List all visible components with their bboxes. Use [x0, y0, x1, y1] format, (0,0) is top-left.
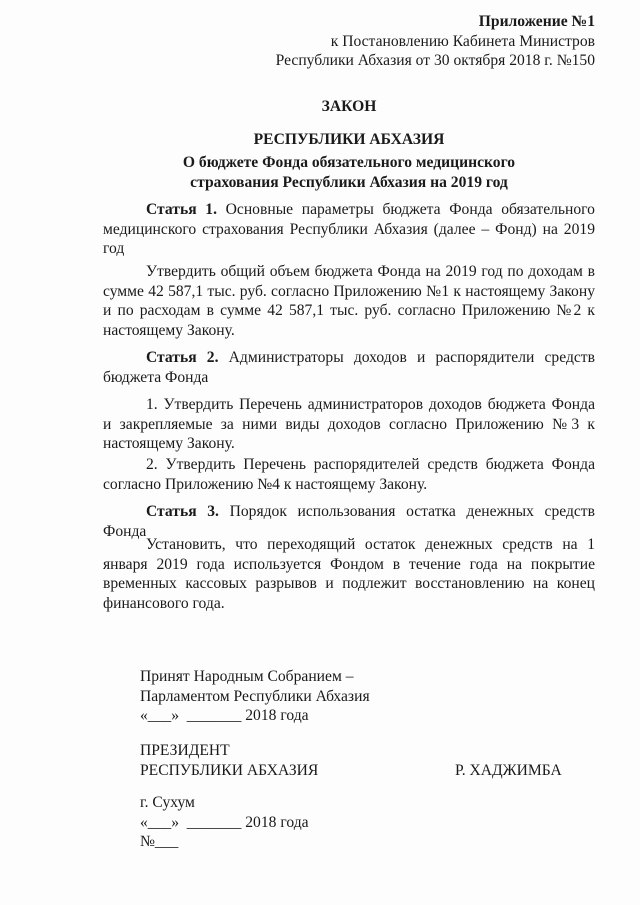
article-1-heading: [103, 200, 595, 259]
appendix-number: Приложение №1: [478, 13, 595, 30]
adoption-date: «___» _______ 2018 года: [140, 707, 309, 725]
signing-date: «___» _______ 2018 года: [140, 813, 309, 831]
doc-title: [103, 153, 595, 192]
article-1-paragraph: Утвердить общий объем бюджета Фонда на 2019 год по доходам в сумме 42 587,1 тыс. руб. согласно Приложению №1 к настоящему Закону и по расходам в сумме 42 587,1 тыс. руб. согласно Приложению №2 к настоящему Закону.: [103, 263, 595, 339]
doc-issuer: РЕСПУБЛИКИ АБХАЗИЯ: [253, 131, 445, 148]
city: г. Сухум: [140, 794, 195, 811]
adoption-line: Парламентом Республики Абхазия: [140, 687, 370, 705]
doc-title-line: О бюджете Фонда обязательного медицинского: [182, 154, 516, 171]
adoption-line: Принят Народным Собранием –: [140, 668, 354, 685]
appendix-line: Республики Абхазия от 30 октября 2018 г. №150: [275, 52, 595, 70]
article-2-heading: [103, 348, 595, 387]
doc-type: ЗАКОН: [321, 98, 377, 115]
article-heading-text: Администраторы доходов и распорядители средств бюджета Фонда: [103, 349, 595, 386]
appendix-line: к Постановлению Кабинета Министров: [330, 32, 595, 50]
president-title: РЕСПУБЛИКИ АБХАЗИЯ: [140, 761, 319, 779]
president-title: ПРЕЗИДЕНТ: [140, 742, 230, 759]
appendix-header: [103, 12, 595, 71]
article-2-paragraph: 1. Утвердить Перечень администраторов доходов бюджета Фонда и закрепляемые за ними виды доходов согласно Приложению №3 к настоящему Закону.: [103, 396, 595, 453]
president-name: Р. ХАДЖИМБА: [455, 762, 562, 779]
article-label: Статья 3.: [146, 503, 219, 520]
article-label: Статья 1.: [146, 201, 217, 218]
president-block: [140, 741, 318, 780]
article-heading-text: Порядок использования остатка денежных средств Фонда: [103, 503, 595, 540]
place-date-block: [140, 793, 309, 852]
article-3-paragraph: Установить, что переходящий остаток денежных средств на 1 января 2019 года используется Фондом в течение года на покрытие временных кассовых разрывов и подлежит восстановлению на конец финансового года.: [103, 536, 595, 612]
article-heading-text: Основные параметры бюджета Фонда обязательного медицинского страхования Республики Абхазия (далее – Фонд) на 2019 год: [103, 201, 595, 258]
law-number: №___: [140, 833, 179, 851]
adoption-block: [140, 667, 370, 726]
article-2-paragraph: 2. Утвердить Перечень распорядителей средств бюджета Фонда согласно Приложению №4 к настоящему Закону.: [103, 456, 595, 493]
article-label: Статья 2.: [146, 349, 219, 366]
doc-title-line: страхования Республики Абхазия на 2019 год: [190, 173, 508, 191]
